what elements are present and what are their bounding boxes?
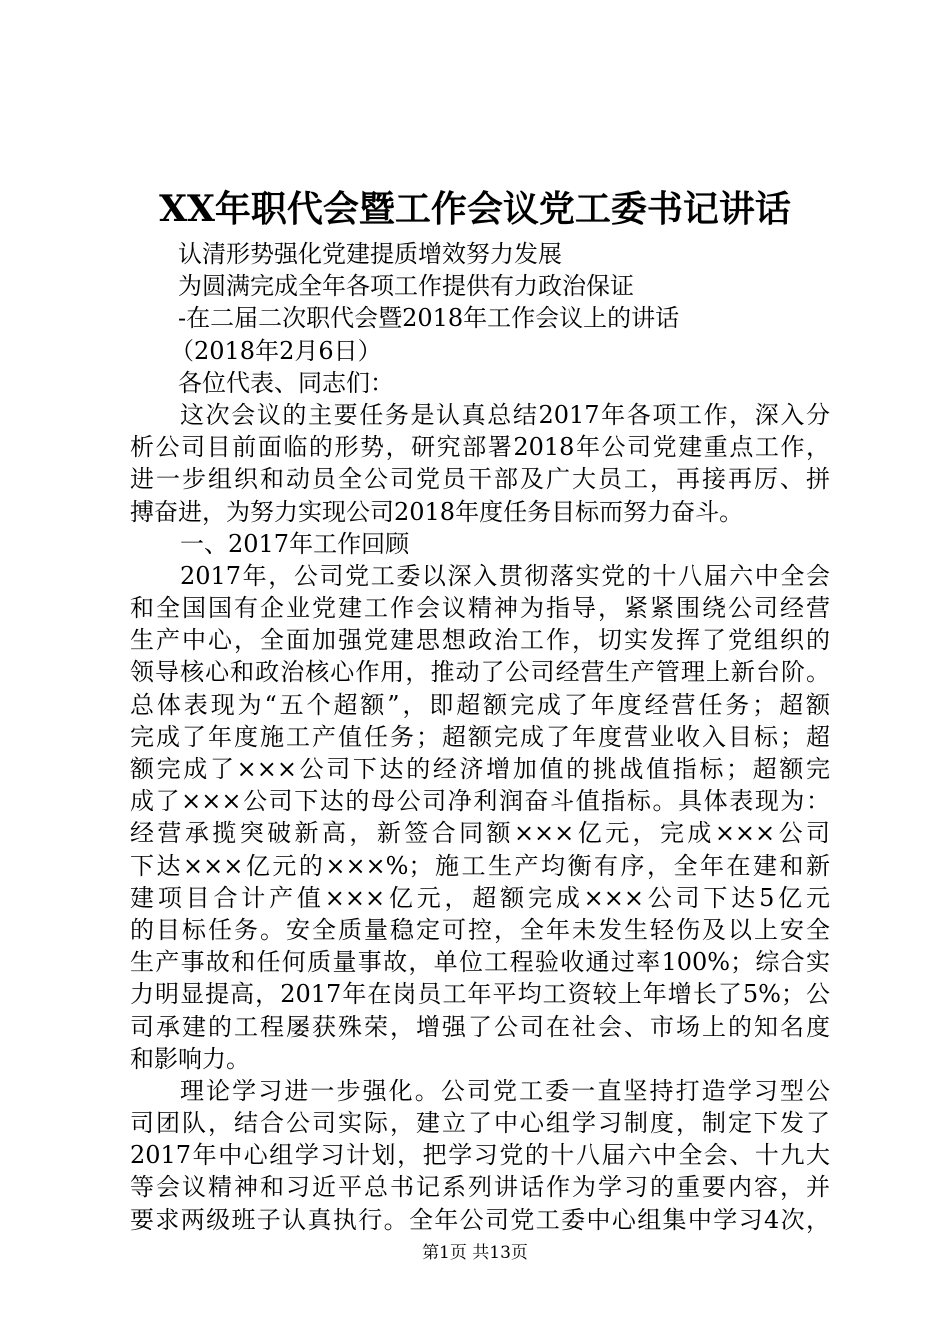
section-heading: 一、2017年工作回顾 xyxy=(180,529,410,558)
paragraph-line: 下达×××亿元的×××%；施工生产均衡有序，全年在建和新 xyxy=(130,851,830,880)
subtitle-line: 认清形势强化党建提质增效努力发展 xyxy=(178,240,562,268)
subtitle-line: -在二届二次职代会暨2018年工作会议上的讲话 xyxy=(178,304,680,333)
speech-date: （2018年2月6日） xyxy=(170,336,382,365)
paragraph-line: 完成了年度施工产值任务；超额完成了年度营业收入目标；超 xyxy=(130,722,830,751)
paragraph-line: 和全国国有企业党建工作会议精神为指导，紧紧围绕公司经营 xyxy=(130,594,830,623)
paragraph-line: 等会议精神和习近平总书记系列讲话作为学习的重要内容，并 xyxy=(130,1173,830,1202)
paragraph-line: 生产事故和任何质量事故，单位工程验收通过率100%；综合实 xyxy=(130,948,830,977)
paragraph-line: 司承建的工程屡获殊荣，增强了公司在社会、市场上的知名度 xyxy=(130,1012,830,1041)
paragraph-line: 经营承揽突破新高，新签合同额×××亿元，完成×××公司 xyxy=(130,819,830,848)
paragraph-line: 理论学习进一步强化。公司党工委一直坚持打造学习型公 xyxy=(180,1076,830,1105)
salutation: 各位代表、同志们： xyxy=(178,368,394,397)
paragraph-line: 搏奋进，为努力实现公司2018年度任务目标而努力奋斗。 xyxy=(130,497,744,526)
paragraph-line: 司团队，结合公司实际，建立了中心组学习制度，制定下发了 xyxy=(130,1109,830,1138)
paragraph-line: 力明显提高，2017年在岗员工年平均工资较上年增长了5%；公 xyxy=(130,980,830,1009)
paragraph-line: 生产中心，全面加强党建思想政治工作，切实发挥了党组织的 xyxy=(130,626,830,655)
subtitle-line: 为圆满完成全年各项工作提供有力政治保证 xyxy=(178,272,634,301)
paragraph-line: 领导核心和政治核心作用，推动了公司经营生产管理上新台阶。 xyxy=(130,658,830,687)
paragraph-line: 总体表现为“五个超额”，即超额完成了年度经营任务；超额 xyxy=(130,690,830,719)
document-title: XX年职代会暨工作会议党工委书记讲话 xyxy=(159,188,791,230)
paragraph-line: 额完成了×××公司下达的经济增加值的挑战值指标；超额完 xyxy=(130,755,830,783)
paragraph-line: 建项目合计产值×××亿元，超额完成×××公司下达5亿元 xyxy=(130,883,830,912)
page-number: 第1页 共13页 xyxy=(422,1243,528,1263)
paragraph-line: 析公司目前面临的形势，研究部署2018年公司党建重点工作， xyxy=(130,433,830,462)
paragraph-line: 和影响力。 xyxy=(130,1044,250,1073)
paragraph-line: 进一步组织和动员全公司党员干部及广大员工，再接再厉、拼 xyxy=(130,465,830,494)
paragraph-line: 2017年中心组学习计划，把学习党的十八届六中全会、十九大 xyxy=(130,1141,830,1170)
paragraph-line: 的目标任务。安全质量稳定可控，全年未发生轻伤及以上安全 xyxy=(130,915,830,944)
paragraph-line: 2017年，公司党工委以深入贯彻落实党的十八届六中全会 xyxy=(180,561,830,590)
document-body xyxy=(130,238,830,1236)
paragraph-line: 这次会议的主要任务是认真总结2017年各项工作，深入分 xyxy=(180,400,830,429)
paragraph-line: 要求两级班子认真执行。全年公司党工委中心组集中学习4次， xyxy=(130,1205,830,1234)
paragraph-line: 成了×××公司下达的母公司净利润奋斗值指标。具体表现为： xyxy=(130,787,830,816)
